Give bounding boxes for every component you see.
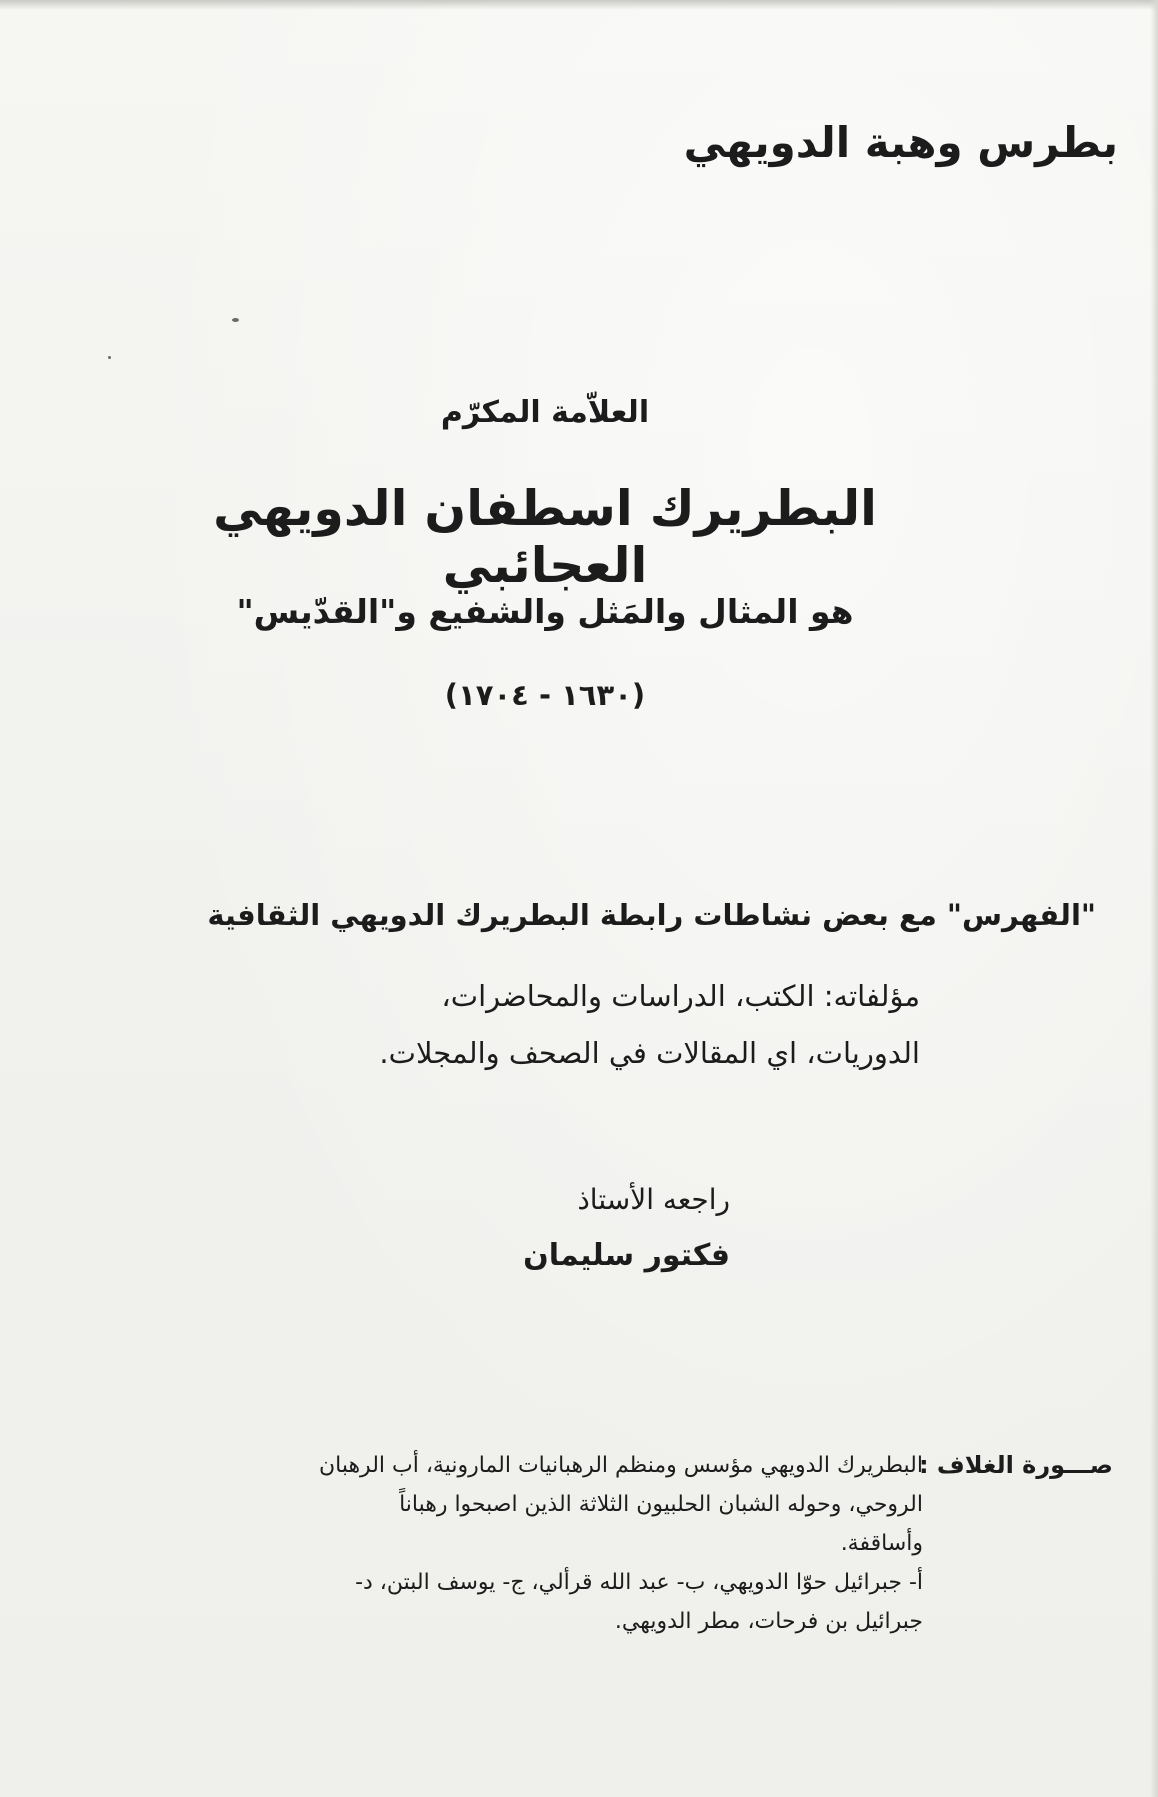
author-name: بطرس وهبة الدويهي <box>683 118 1118 167</box>
caption-line: البطريرك الدويهي مؤسس ومنظم الرهبانيات المارونية، أب الرهبان <box>318 1453 923 1478</box>
cover-caption-label: صـــورة الغلاف : <box>918 1451 1113 1479</box>
caption-line: الروحي، وحوله الشبان الحلبيون الثلاثة الذين اصبحوا رهباناً <box>399 1492 923 1517</box>
caption-line: أ- جبرائيل حوّا الدويهي، ب- عبد الله قرألي، ج- يوسف البتن، د- <box>355 1570 923 1595</box>
scan-right-edge <box>1150 0 1158 1797</box>
cover-caption <box>33 1446 1113 1641</box>
cover-caption-body <box>43 1446 923 1641</box>
scan-speck <box>232 318 239 322</box>
caption-line: وأساقفة. <box>840 1531 923 1556</box>
life-dates: (١٦٣٠ - ١٧٠٤) <box>444 678 646 712</box>
works-line: الدوريات، اي المقالات في الصحف والمجلات. <box>379 1036 920 1070</box>
scan-top-edge <box>0 0 1158 10</box>
reviewer-name: فكتور سليمان <box>523 1238 730 1273</box>
honorific-line: العلاّمة المكرّم <box>440 395 650 430</box>
reviewed-by-label: راجعه الأستاذ <box>577 1183 730 1216</box>
scan-speck <box>108 356 111 359</box>
caption-line: جبرائيل بن فرحات، مطر الدويهي. <box>614 1609 923 1634</box>
book-subtitle: هو المثال والمَثل والشفيع و"القدّيس" <box>236 592 854 631</box>
book-title: البطريرك اسطفان الدويهي العجائبي <box>213 480 877 594</box>
works-line: مؤلفاته: الكتب، الدراسات والمحاضرات، <box>441 979 920 1013</box>
works-description <box>160 968 920 1082</box>
index-heading: "الفهرس" مع بعض نشاطات رابطة البطريرك الدويهي الثقافية <box>207 898 1096 932</box>
